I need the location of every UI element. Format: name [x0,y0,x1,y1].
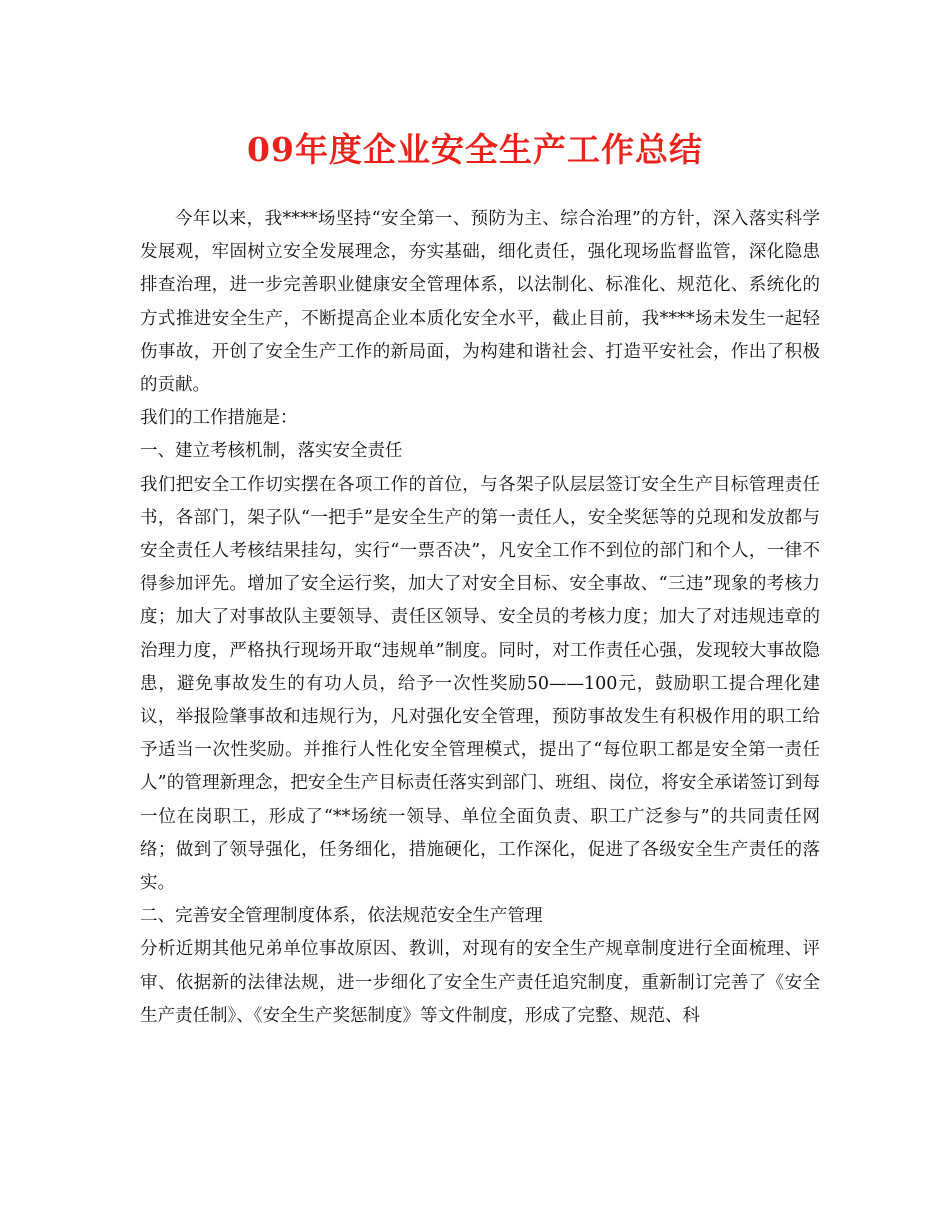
document-title: 09年度企业安全生产工作总结 [247,130,703,169]
section-heading-1: 一、建立考核机制，落实安全责任 [140,441,403,462]
measures-intro: 我们的工作措施是： [140,408,298,429]
intro-paragraph: 今年以来，我****场坚持“安全第一、预防为主、综合治理”的方针，深入落实科学发展观，牢固树立安全发展理念，夯实基础，细化责任，强化现场监督监管，深化隐患排查治理，进一步完善职业健康安全管理体系，以法制化、标准化、规范化、系统化的方式推进安全生产，不断提高企业本质化安全水平，截止目前，我****场未发生一起轻伤事故，开创了安全生产工作的新局面，为构建和谐社会、打造平安社会，作出了积极的贡献。 [140,209,820,396]
section-1-paragraph: 我们把安全工作切实摆在各项工作的首位，与各架子队层层签订安全生产目标管理责任书，各部门，架子队“一把手”是安全生产的第一责任人，安全奖惩等的兑现和发放都与安全责任人考核结果挂勾，实行“一票否决”，凡安全工作不到位的部门和个人，一律不得参加评先。增加了安全运行奖，加大了对安全目标、安全事故、“三违”现象的考核力度；加大了对事故队主要领导、责任区领导、安全员的考核力度；加大了对违规违章的治理力度，严格执行现场开取“违规单”制度。同时，对工作责任心强，发现较大事故隐患，避免事故发生的有功人员，给予一次性奖励50——100元，鼓励职工提合理化建议，举报险肇事故和违规行为，凡对强化安全管理，预防事故发生有积极作用的职工给予适当一次性奖励。并推行人性化安全管理模式，提出了“每位职工都是安全第一责任人”的管理新理念，把安全生产目标责任落实到部门、班组、岗位，将安全承诺签订到每一位在岗职工，形成了“**场统一领导、单位全面负责、职工广泛参与”的共同责任网络；做到了领导强化，任务细化，措施硬化，工作深化，促进了各级安全生产责任的落实。 [140,474,820,894]
section-heading-2: 二、完善安全管理制度体系，依法规范安全生产管理 [140,906,543,927]
section-2-paragraph: 分析近期其他兄弟单位事故原因、教训，对现有的安全生产规章制度进行全面梳理、评审、依据新的法律法规，进一步细化了安全生产责任追究制度，重新制订完善了《安全生产责任制》、《安全生产奖惩制度》等文件制度，形成了完整、规范、科 [140,939,820,1026]
document-body [140,203,820,1033]
